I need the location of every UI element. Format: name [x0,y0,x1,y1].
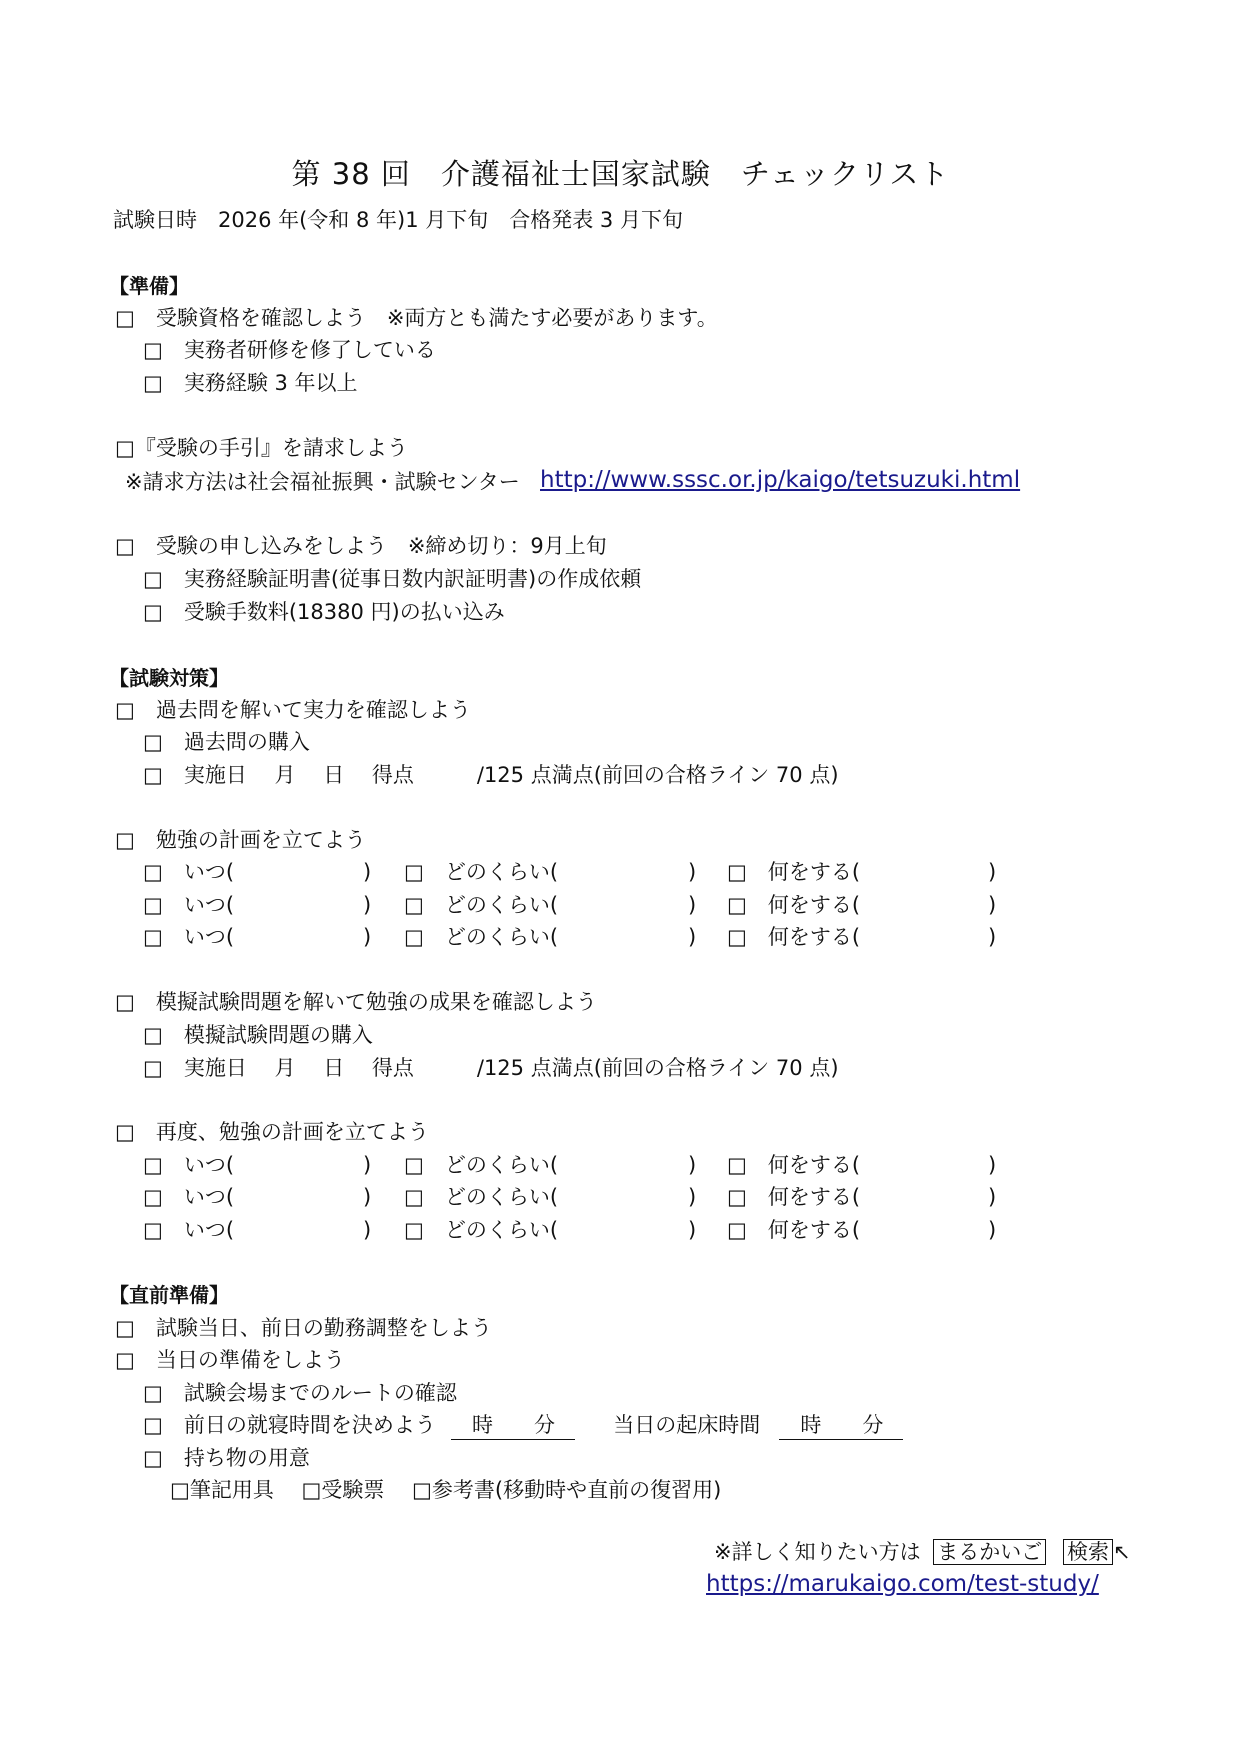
checkbox-bedtime[interactable] [143,1411,903,1440]
footer-note: ※詳しく知りたい方は [714,1540,921,1564]
section-heading-prep: 【準備】 [109,274,189,298]
search-button[interactable]: 検索 [1063,1539,1113,1565]
checkbox-guide[interactable]: □『受験の手引』を請求しよう [115,436,408,460]
plan-what[interactable]: □ 何をする( [727,925,861,949]
plan-when[interactable]: □ いつ( [143,893,235,917]
section-heading-study: 【試験対策】 [109,666,229,690]
plan-when-close: ) [363,1218,372,1242]
plan-what-close: ) [988,1185,997,1209]
plan-what-close: ) [988,893,997,917]
checkbox-replan[interactable]: □ 再度、勉強の計画を立てよう [115,1120,429,1144]
plan-when[interactable]: □ いつ( [143,1153,235,1177]
plan-what[interactable]: □ 何をする( [727,860,861,884]
plan-what[interactable]: □ 何をする( [727,1153,861,1177]
plan-how-much-close: ) [688,860,697,884]
footer-link[interactable]: https://marukaigo.com/test-study/ [706,1571,1099,1597]
plan-when-close: ) [363,860,372,884]
checkbox-mock-score[interactable]: □ 実施日 月 日 得点 /125 点満点(前回の合格ライン 70 点) [143,1056,839,1080]
bedtime-hour-unit[interactable]: 時 [451,1411,515,1440]
section-heading-final: 【直前準備】 [109,1283,229,1307]
checkbox-past-buy[interactable]: □ 過去問の購入 [143,730,310,754]
plan-when-close: ) [363,893,372,917]
plan-what-close: ) [988,1218,997,1242]
checkbox-eligibility[interactable]: □ 受験資格を確認しよう ※両方とも満たす必要があります。 [115,306,718,330]
plan-when[interactable]: □ いつ( [143,1185,235,1209]
plan-how-much[interactable]: □ どのくらい( [404,860,559,884]
bedtime-label: □ 前日の就寝時間を決めよう [143,1413,436,1437]
plan-what-close: ) [988,925,997,949]
wake-label: 当日の起床時間 [613,1413,761,1437]
plan-when-close: ) [363,925,372,949]
wake-hour-unit[interactable]: 時 [779,1411,843,1440]
checkbox-apply-fee[interactable]: □ 受験手数料(18380 円)の払い込み [143,600,505,624]
checkbox-study-plan[interactable]: □ 勉強の計画を立てよう [115,828,366,852]
checkbox-belongings[interactable]: □ 持ち物の用意 [143,1446,310,1470]
checkbox-past-exams[interactable]: □ 過去問を解いて実力を確認しよう [115,698,471,722]
plan-how-much[interactable]: □ どのくらい( [404,1153,559,1177]
checkbox-shift[interactable]: □ 試験当日、前日の勤務調整をしよう [115,1316,492,1340]
plan-how-much[interactable]: □ どのくらい( [404,925,559,949]
cursor-icon: ↖ [1112,1540,1131,1564]
plan-how-much[interactable]: □ どのくらい( [404,893,559,917]
plan-when[interactable]: □ いつ( [143,860,235,884]
plan-how-much[interactable]: □ どのくらい( [404,1218,559,1242]
plan-what[interactable]: □ 何をする( [727,1218,861,1242]
footer-search-hint [714,1538,1131,1566]
guide-link[interactable]: http://www.sssc.or.jp/kaigo/tetsuzuki.html [540,467,1021,493]
checkbox-mock-buy[interactable]: □ 模擬試験問題の購入 [143,1023,373,1047]
plan-how-much-close: ) [688,1218,697,1242]
plan-when[interactable]: □ いつ( [143,1218,235,1242]
wake-minute-unit[interactable]: 分 [843,1411,903,1440]
plan-what[interactable]: □ 何をする( [727,893,861,917]
plan-when-close: ) [363,1153,372,1177]
guide-note: ※請求方法は社会福祉振興・試験センター [125,470,520,494]
plan-what[interactable]: □ 何をする( [727,1185,861,1209]
checkbox-apply[interactable]: □ 受験の申し込みをしよう ※締め切り：9月上旬 [115,534,607,558]
plan-how-much-close: ) [688,893,697,917]
plan-when-close: ) [363,1185,372,1209]
plan-what-close: ) [988,1153,997,1177]
checkbox-eligibility-experience[interactable]: □ 実務経験 3 年以上 [143,371,358,395]
exam-info: 試験日時 2026 年(令和 8 年)1 月下旬 合格発表 3 月下旬 [113,208,683,232]
checkbox-day-prep[interactable]: □ 当日の準備をしよう [115,1348,345,1372]
plan-how-much[interactable]: □ どのくらい( [404,1185,559,1209]
search-term-box[interactable]: まるかいご [933,1539,1046,1565]
page-title: 第 38 回 介護福祉士国家試験 チェックリスト [291,157,950,191]
checkbox-apply-cert[interactable]: □ 実務経験証明書(従事日数内訳証明書)の作成依頼 [143,567,642,591]
plan-what-close: ) [988,860,997,884]
belongings-list[interactable]: □筆記用具 □受験票 □参考書(移動時や直前の復習用) [170,1478,722,1502]
plan-how-much-close: ) [688,1185,697,1209]
plan-how-much-close: ) [688,1153,697,1177]
checkbox-eligibility-training[interactable]: □ 実務者研修を修了している [143,338,436,362]
checkbox-route[interactable]: □ 試験会場までのルートの確認 [143,1381,457,1405]
plan-how-much-close: ) [688,925,697,949]
plan-when[interactable]: □ いつ( [143,925,235,949]
checkbox-past-score[interactable]: □ 実施日 月 日 得点 /125 点満点(前回の合格ライン 70 点) [143,763,839,787]
checkbox-mock-exam[interactable]: □ 模擬試験問題を解いて勉強の成果を確認しよう [115,990,597,1014]
bedtime-minute-unit[interactable]: 分 [515,1411,575,1440]
